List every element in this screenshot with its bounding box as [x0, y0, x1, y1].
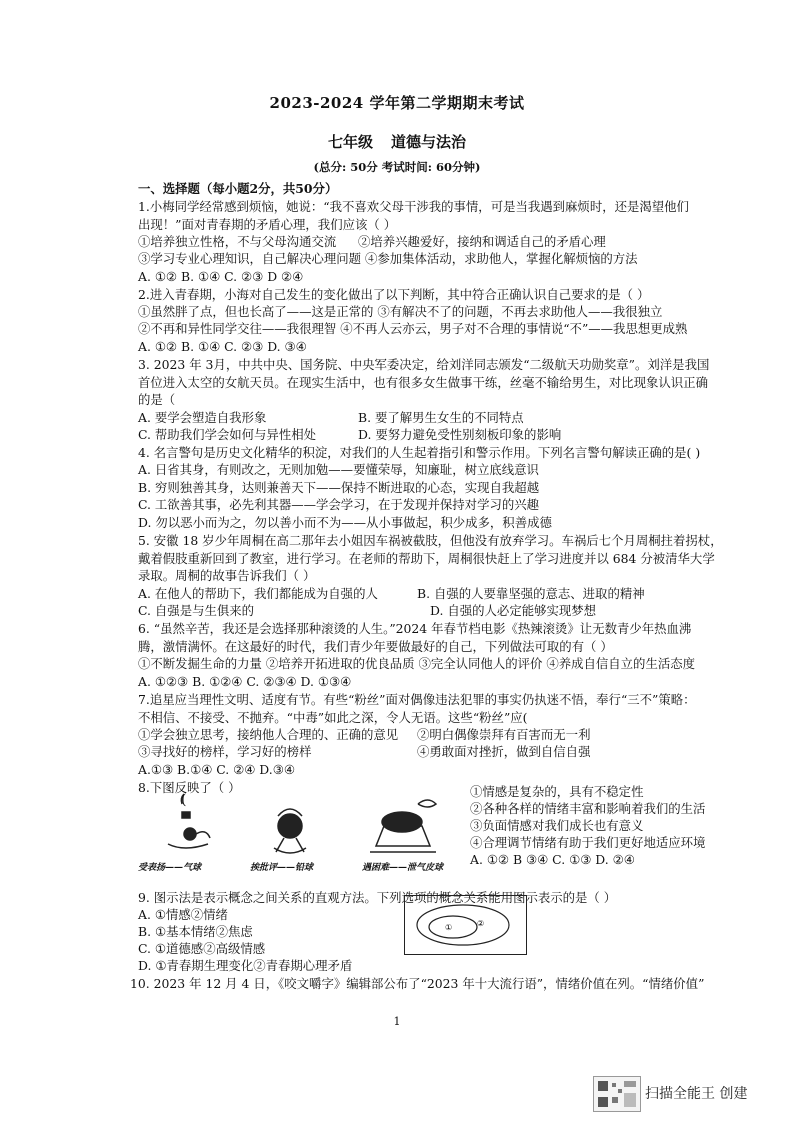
q4-option-a: A. 日省其身，有则改之，无则加勉——要懂荣辱，知廉耻，树立底线意识	[138, 462, 539, 477]
exam-title: 2023-2024 学年第二学期期末考试	[269, 94, 525, 112]
q1-stem-2: 出现！”面对青春期的矛盾心理，我们应该（ ）	[138, 217, 397, 232]
venn-label-1: ①	[445, 923, 453, 932]
subject-label: 道德与法治	[391, 133, 467, 151]
q5-option-a: A. 在他人的帮助下，我们都能成为自强的人	[138, 586, 378, 601]
q3-option-a: A. 要学会塑造自我形象	[138, 410, 267, 425]
q5-option-c: C. 自强是与生俱来的	[138, 603, 255, 618]
q8-option-4: ④合理调节情绪有助于我们更好地适应环境	[470, 835, 706, 850]
q7-answers: A.①③ B.①④ C. ②④ D.③④	[138, 762, 295, 777]
q9-option-a: A. ①情感②情绪	[138, 907, 228, 922]
grade-label: 七年级	[327, 133, 373, 151]
q10-stem: 10. 2023 年 12 月 4 日，《咬文嚼字》编辑部公布了“2023 年十大流行语”，情绪价值在列。“情绪价值”	[130, 976, 705, 991]
venn-diagram	[404, 895, 527, 955]
q4-option-d: D. 勿以恶小而为之，勿以善小而不为——从小事做起，积少成多，积善成德	[138, 515, 552, 530]
q6-options: ①不断发掘生命的力量 ②培养开拓进取的优良品质 ③完全认同他人的评价 ④养成自信自立的生活态度	[138, 656, 696, 671]
q6-answers: A. ①②③ B. ①②④ C. ②③④ D. ①③④	[138, 674, 352, 689]
q3-stem-2: 首位进入太空的女航天员。在现实生活中，也有很多女生做事干练，丝毫不输给男生，对比现象认识正确	[138, 375, 708, 390]
scanner-watermark	[593, 1073, 783, 1113]
q7-option-2: ②明白偶像崇拜有百害而无一利	[417, 727, 591, 742]
q1-answers: A. ①② B. ①④ C. ②③ D ②④	[138, 269, 304, 284]
q9-option-b: B. ①基本情绪②焦虑	[138, 924, 253, 939]
exam-subtitle	[0, 131, 794, 152]
q5-option-d: D. 自强的人必定能够实现梦想	[430, 603, 597, 618]
q8-caption-3: 遇困难——泄气皮球	[362, 863, 444, 873]
q7-option-3: ③寻找好的榜样，学习好的榜样	[138, 744, 312, 759]
venn-label-2: ②	[477, 919, 485, 928]
q8-stem: 8.下图反映了（ ）	[138, 780, 241, 795]
q5-stem-2: 戴着假肢重新回到了教室，进行学习。在老师的帮助下，周桐很快赶上了学习进度并以 684 分被清华大学	[138, 551, 715, 566]
exam-meta: (总分: 50分 考试时间: 60分钟)	[313, 160, 481, 174]
figure-bracket: (	[181, 792, 187, 808]
q5-stem-1: 5. 安徽 18 岁少年周桐在高二那年去小姐因车祸被截肢，但他没有放弃学习。车祸后七个月周桐拄着拐杖，	[138, 533, 723, 548]
q2-stem: 2.进入青春期，小海对自己发生的变化做出了以下判断，其中符合正确认识自己要求的是（ ）	[138, 287, 650, 302]
q3-stem-1: 3. 2023 年 3月，中共中央、国务院、中央军委决定，给刘洋同志颁发“二级航天功勋奖章”。刘洋是我国	[138, 357, 710, 372]
deflated-ball-figure	[370, 800, 436, 852]
page-number: 1	[393, 1015, 401, 1028]
q8-caption-1: 受表扬——气球	[138, 863, 202, 873]
balloon-figure	[168, 794, 210, 848]
q2-answers: A. ①② B. ①④ C. ②③ D. ③④	[138, 339, 307, 354]
q3-option-c: C. 帮助我们学会如何与异性相处	[138, 427, 316, 442]
q8-option-1: ①情感是复杂的，具有不稳定性	[470, 784, 644, 799]
shot-put-figure	[274, 809, 306, 853]
watermark-text: 扫描全能王 创建	[645, 1086, 748, 1102]
q5-stem-3: 录取。周桐的故事告诉我们（ ）	[138, 568, 316, 583]
q6-stem-1: 6. “虽然辛苦，我还是会选择那种滚烫的人生。”2024 年春节档电影《热辣滚烫》让无数青少年热血沸	[138, 621, 692, 636]
q1-option-1: ①培养独立性格，不与父母沟通交流	[138, 234, 337, 249]
inner-ellipse	[429, 916, 477, 938]
q7-stem-2: 不相信、不接受、不抛弃。“中毒”如此之深，令人无语。这些“粉丝”应(	[138, 710, 528, 725]
q4-option-c: C. 工欲善其事，必先利其器——学会学习，在于发现并保持对学习的兴趣	[138, 497, 540, 512]
q4-stem: 4. 名言警句是历史文化精华的积淀，对我们的人生起着指引和警示作用。下列名言警句解读正确的是( )	[138, 445, 701, 460]
q9-option-d: D. ①青春期生理变化②青春期心理矛盾	[138, 958, 353, 973]
q6-stem-2: 腾，激情满怀。在这最好的时代，我们青少年要做最好的自己，下列做法可取的有（ ）	[138, 639, 613, 654]
q2-option-1: ①虽然胖了点，但也长高了——这是正常的 ③有解决不了的问题，不再去求助他人——我很独立	[138, 304, 663, 319]
q8-caption-2: 挨批评——铅球	[250, 863, 314, 873]
q3-stem-3: 的是（	[138, 392, 176, 407]
q7-stem-1: 7.追星应当理性文明、适度有节。有些“粉丝”面对偶像违法犯罪的事实仍执迷不悟，奉行“三不”策略：	[138, 692, 696, 707]
q4-option-b: B. 穷则独善其身，达则兼善天下——保持不断进取的心态，实现自我超越	[138, 480, 540, 495]
venn-ellipses	[405, 896, 525, 953]
q1-stem-1: 1.小梅同学经常感到烦恼，她说：“我不喜欢父母干涉我的事情，可是当我遇到麻烦时，还是渴望他们	[138, 199, 689, 214]
section-title: 一、选择题（每小题2分，共50分）	[138, 181, 338, 196]
q9-stem: 9. 图示法是表示概念之间关系的直观方法。下列选项的概念关系能用图示表示的是（ ）	[138, 890, 617, 905]
q3-option-d: D. 要努力避免受性别刻板印象的影响	[358, 427, 562, 442]
q7-option-4: ④勇敢面对挫折，做到自信自强	[417, 744, 591, 759]
q9-option-c: C. ①道德感②高级情感	[138, 941, 266, 956]
q5-option-b: B. 自强的人要靠坚强的意志、进取的精神	[417, 586, 645, 601]
q1-option-2: ②培养兴趣爱好，接纳和调适自己的矛盾心理	[358, 234, 606, 249]
q7-option-1: ①学会独立思考，接纳他人合理的、正确的意见	[138, 727, 399, 742]
q8-option-2: ②各种各样的情绪丰富和影响着我们的生活	[470, 801, 706, 816]
q2-option-2: ②不再和异性同学交往——我很理智 ④不再人云亦云，男子对不合理的事情说“不”——我思想更成熟	[138, 321, 688, 336]
q8-option-3: ③负面情感对我们成长也有意义	[470, 818, 644, 833]
q1-option-34: ③学习专业心理知识，自己解决心理问题 ④参加集体活动，求助他人，掌握化解烦恼的方法	[138, 251, 638, 266]
qr-code-icon	[593, 1076, 641, 1112]
q8-answers: A. ①② B ③④ C. ①③ D. ②④	[470, 852, 635, 867]
outer-ellipse	[417, 905, 509, 945]
q3-option-b: B. 要了解男生女生的不同特点	[358, 410, 524, 425]
